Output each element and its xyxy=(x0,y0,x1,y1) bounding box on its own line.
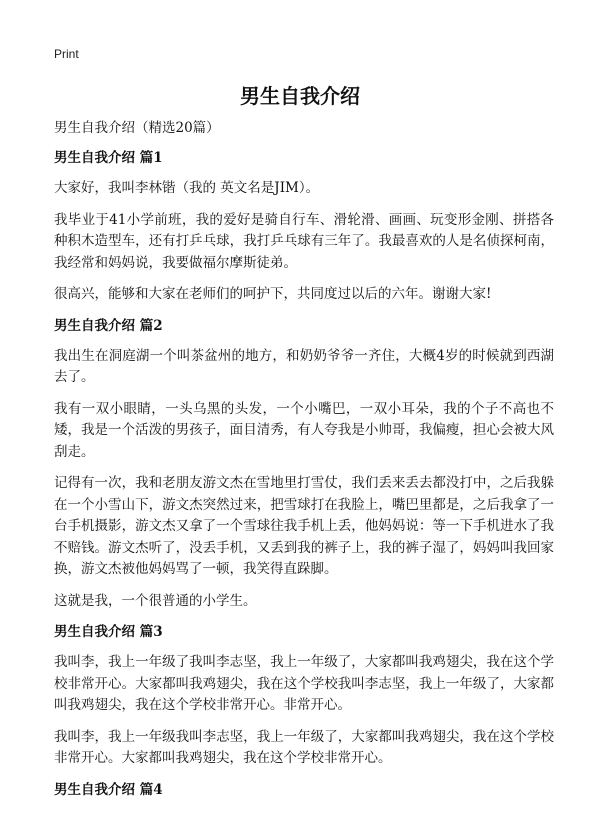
section-heading-1: 男生自我介绍 篇1 xyxy=(54,150,163,166)
section-1-paragraph-2: 我毕业于41小学前班，我的爱好是骑自行车、滑轮滑、画画、玩变形金刚、拼搭各种积木造型车，还有打乒乓球，我打乒乓球有三年了。我最喜欢的人是名侦探柯南，我经常和妈妈说，我要做福尔摩斯徒弟。 xyxy=(54,211,554,271)
section-1-paragraph-1: 大家好，我叫李林锴（我的 英文名是JIM）。 xyxy=(54,180,320,196)
section-3-paragraph-2: 我叫李，我上一年级我叫李志坚，我上一年级了，大家都叫我鸡翅尖，我在这个学校非常开心。大家都叫我鸡翅尖，我在这个学校非常开心。 xyxy=(54,728,554,766)
section-heading-4: 男生自我介绍 篇4 xyxy=(54,781,163,798)
print-link[interactable]: Print xyxy=(54,47,79,61)
section-heading-3: 男生自我介绍 篇3 xyxy=(54,624,163,640)
section-2-paragraph-3: 记得有一次，我和老朋友游文杰在雪地里打雪仗，我们丢来丢去都没打中，之后我躲在一个小雪山下，游文杰突然过来，把雪球打在我脸上，嘴巴里都是，之后我拿了一台手机摄影，游文杰又拿了一个雪球往我手机上丢，他妈妈说：等一下手机进水了我不赔钱。游文杰听了，没丢手机，又丢到我的裤子上，我的裤子湿了，妈妈叫我回家换，游文杰被他妈妈骂了一顿，我笑得直跺脚。 xyxy=(54,475,554,577)
section-2-paragraph-1: 我出生在洞庭湖一个叫茶盆州的地方，和奶奶爷爷一齐住，大概4岁的时候就到西湖去了。 xyxy=(54,347,554,385)
document-subtitle: 男生自我介绍（精选20篇） xyxy=(54,120,220,136)
section-heading-2: 男生自我介绍 篇2 xyxy=(54,317,163,334)
section-3-paragraph-1: 我叫李，我上一年级了我叫李志坚，我上一年级了，大家都叫我鸡翅尖，我在这个学校非常开心。大家都叫我鸡翅尖，我在这个学校我叫李志坚，我上一年级了，大家都叫我鸡翅尖，我在这个学校非常开心。非常开心。 xyxy=(54,654,554,713)
section-2-paragraph-4: 这就是我，一个很普通的小学生。 xyxy=(54,592,257,609)
section-2-paragraph-2: 我有一双小眼睛，一头乌黑的头发，一个小嘴巴，一双小耳朵，我的个子不高也不矮，我是一个活泼的男孩子，面目清秀，有人夸我是小帅哥，我偏瘦，担心会被大风刮走。 xyxy=(54,400,554,460)
section-1-paragraph-3: 很高兴，能够和大家在老师们的呵护下，共同度过以后的六年。谢谢大家! xyxy=(54,286,492,302)
document-body xyxy=(54,118,554,810)
page-title: 男生自我介绍 xyxy=(240,84,360,108)
